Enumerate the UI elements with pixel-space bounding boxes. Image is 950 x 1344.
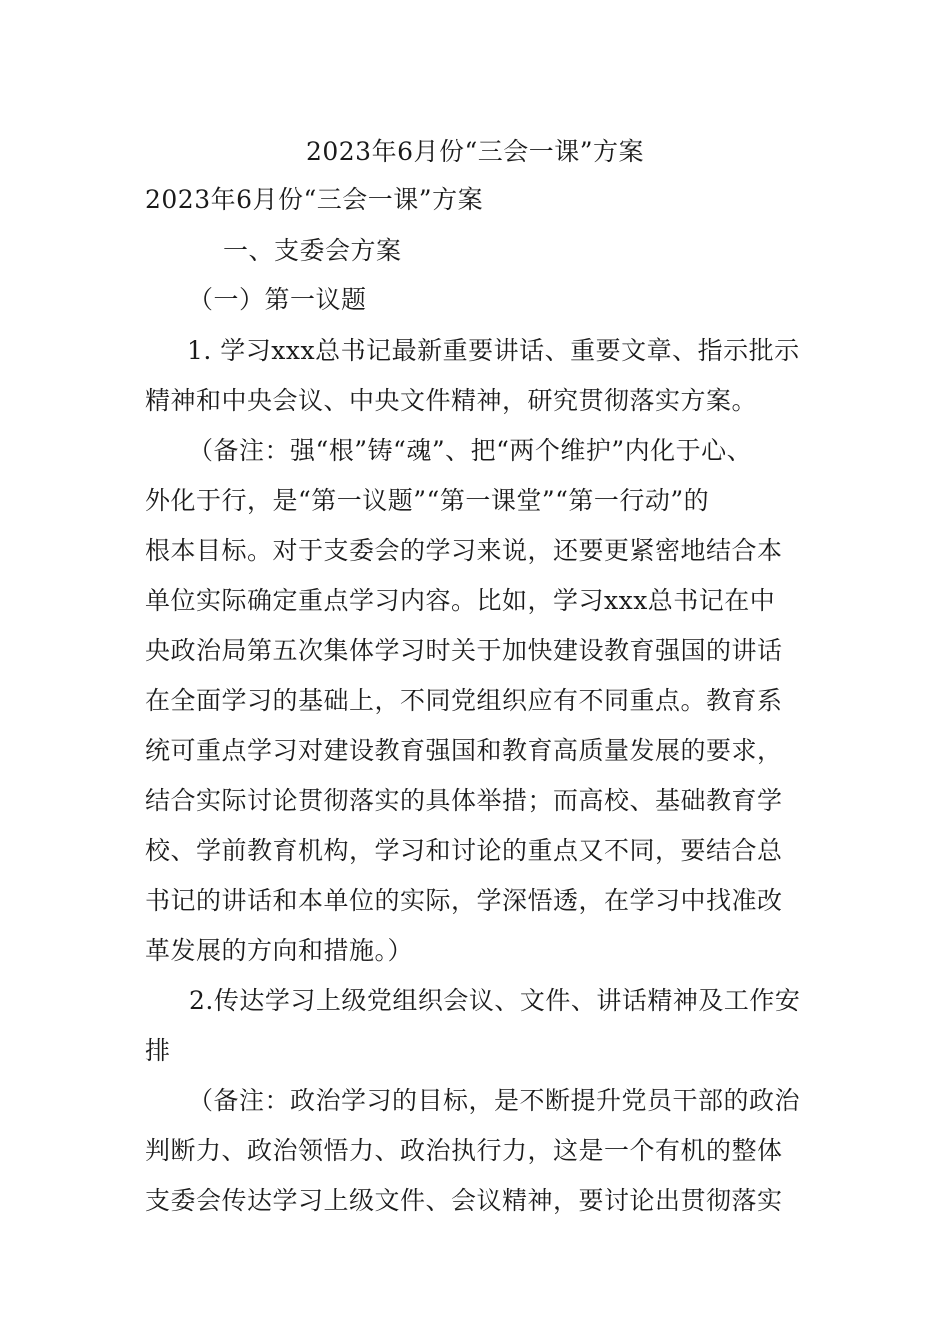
section-heading: 一、支委会方案 <box>223 236 402 265</box>
note-1-line-3: 根本目标。对于支委会的学习来说，还要更紧密地结合本 <box>145 536 783 565</box>
note-1-line-6: 在全面学习的基础上，不同党组织应有不同重点。教育系 <box>145 686 783 715</box>
item-1-line-2: 精神和中央会议、中央文件精神，研究贯彻落实方案。 <box>145 386 758 415</box>
item-2-line-1: 2.传达学习上级党组织会议、文件、讲话精神及工作安 <box>189 986 801 1015</box>
note-1-line-5: 央政治局第五次集体学习时关于加快建设教育强国的讲话 <box>145 636 783 665</box>
note-1-line-4: 单位实际确定重点学习内容。比如，学习xxx总书记在中 <box>145 586 776 615</box>
note-2-line-3: 支委会传达学习上级文件、会议精神，要讨论出贯彻落实 <box>145 1186 783 1215</box>
document-title: 2023年6月份“三会一课”方案 <box>305 137 645 166</box>
note-1-line-11: 革发展的方向和措施。） <box>145 936 414 965</box>
note-2-line-1: （备注：政治学习的目标，是不断提升党员干部的政治 <box>188 1086 801 1115</box>
note-1-line-9: 校、学前教育机构，学习和讨论的重点又不同，要结合总 <box>145 836 783 865</box>
note-1-line-1: （备注：强“根”铸“魂”、把“两个维护”内化于心、 <box>188 436 753 465</box>
note-1-line-7: 统可重点学习对建设教育强国和教育高质量发展的要求， <box>145 736 783 765</box>
note-1-line-8: 结合实际讨论贯彻落实的具体举措；而高校、基础教育学 <box>145 786 783 815</box>
note-1-line-10: 书记的讲话和本单位的实际，学深悟透，在学习中找准改 <box>145 886 783 915</box>
item-2-line-2: 排 <box>145 1036 171 1065</box>
subsection-heading: （一）第一议题 <box>188 285 367 314</box>
note-1-line-2: 外化于行，是“第一议题”“第一课堂”“第一行动”的 <box>145 486 710 515</box>
document-subtitle: 2023年6月份“三会一课”方案 <box>145 185 484 214</box>
note-2-line-2: 判断力、政治领悟力、政治执行力，这是一个有机的整体 <box>145 1136 783 1165</box>
item-1-line-1: 1. 学习xxx总书记最新重要讲话、重要文章、指示批示 <box>187 336 800 365</box>
